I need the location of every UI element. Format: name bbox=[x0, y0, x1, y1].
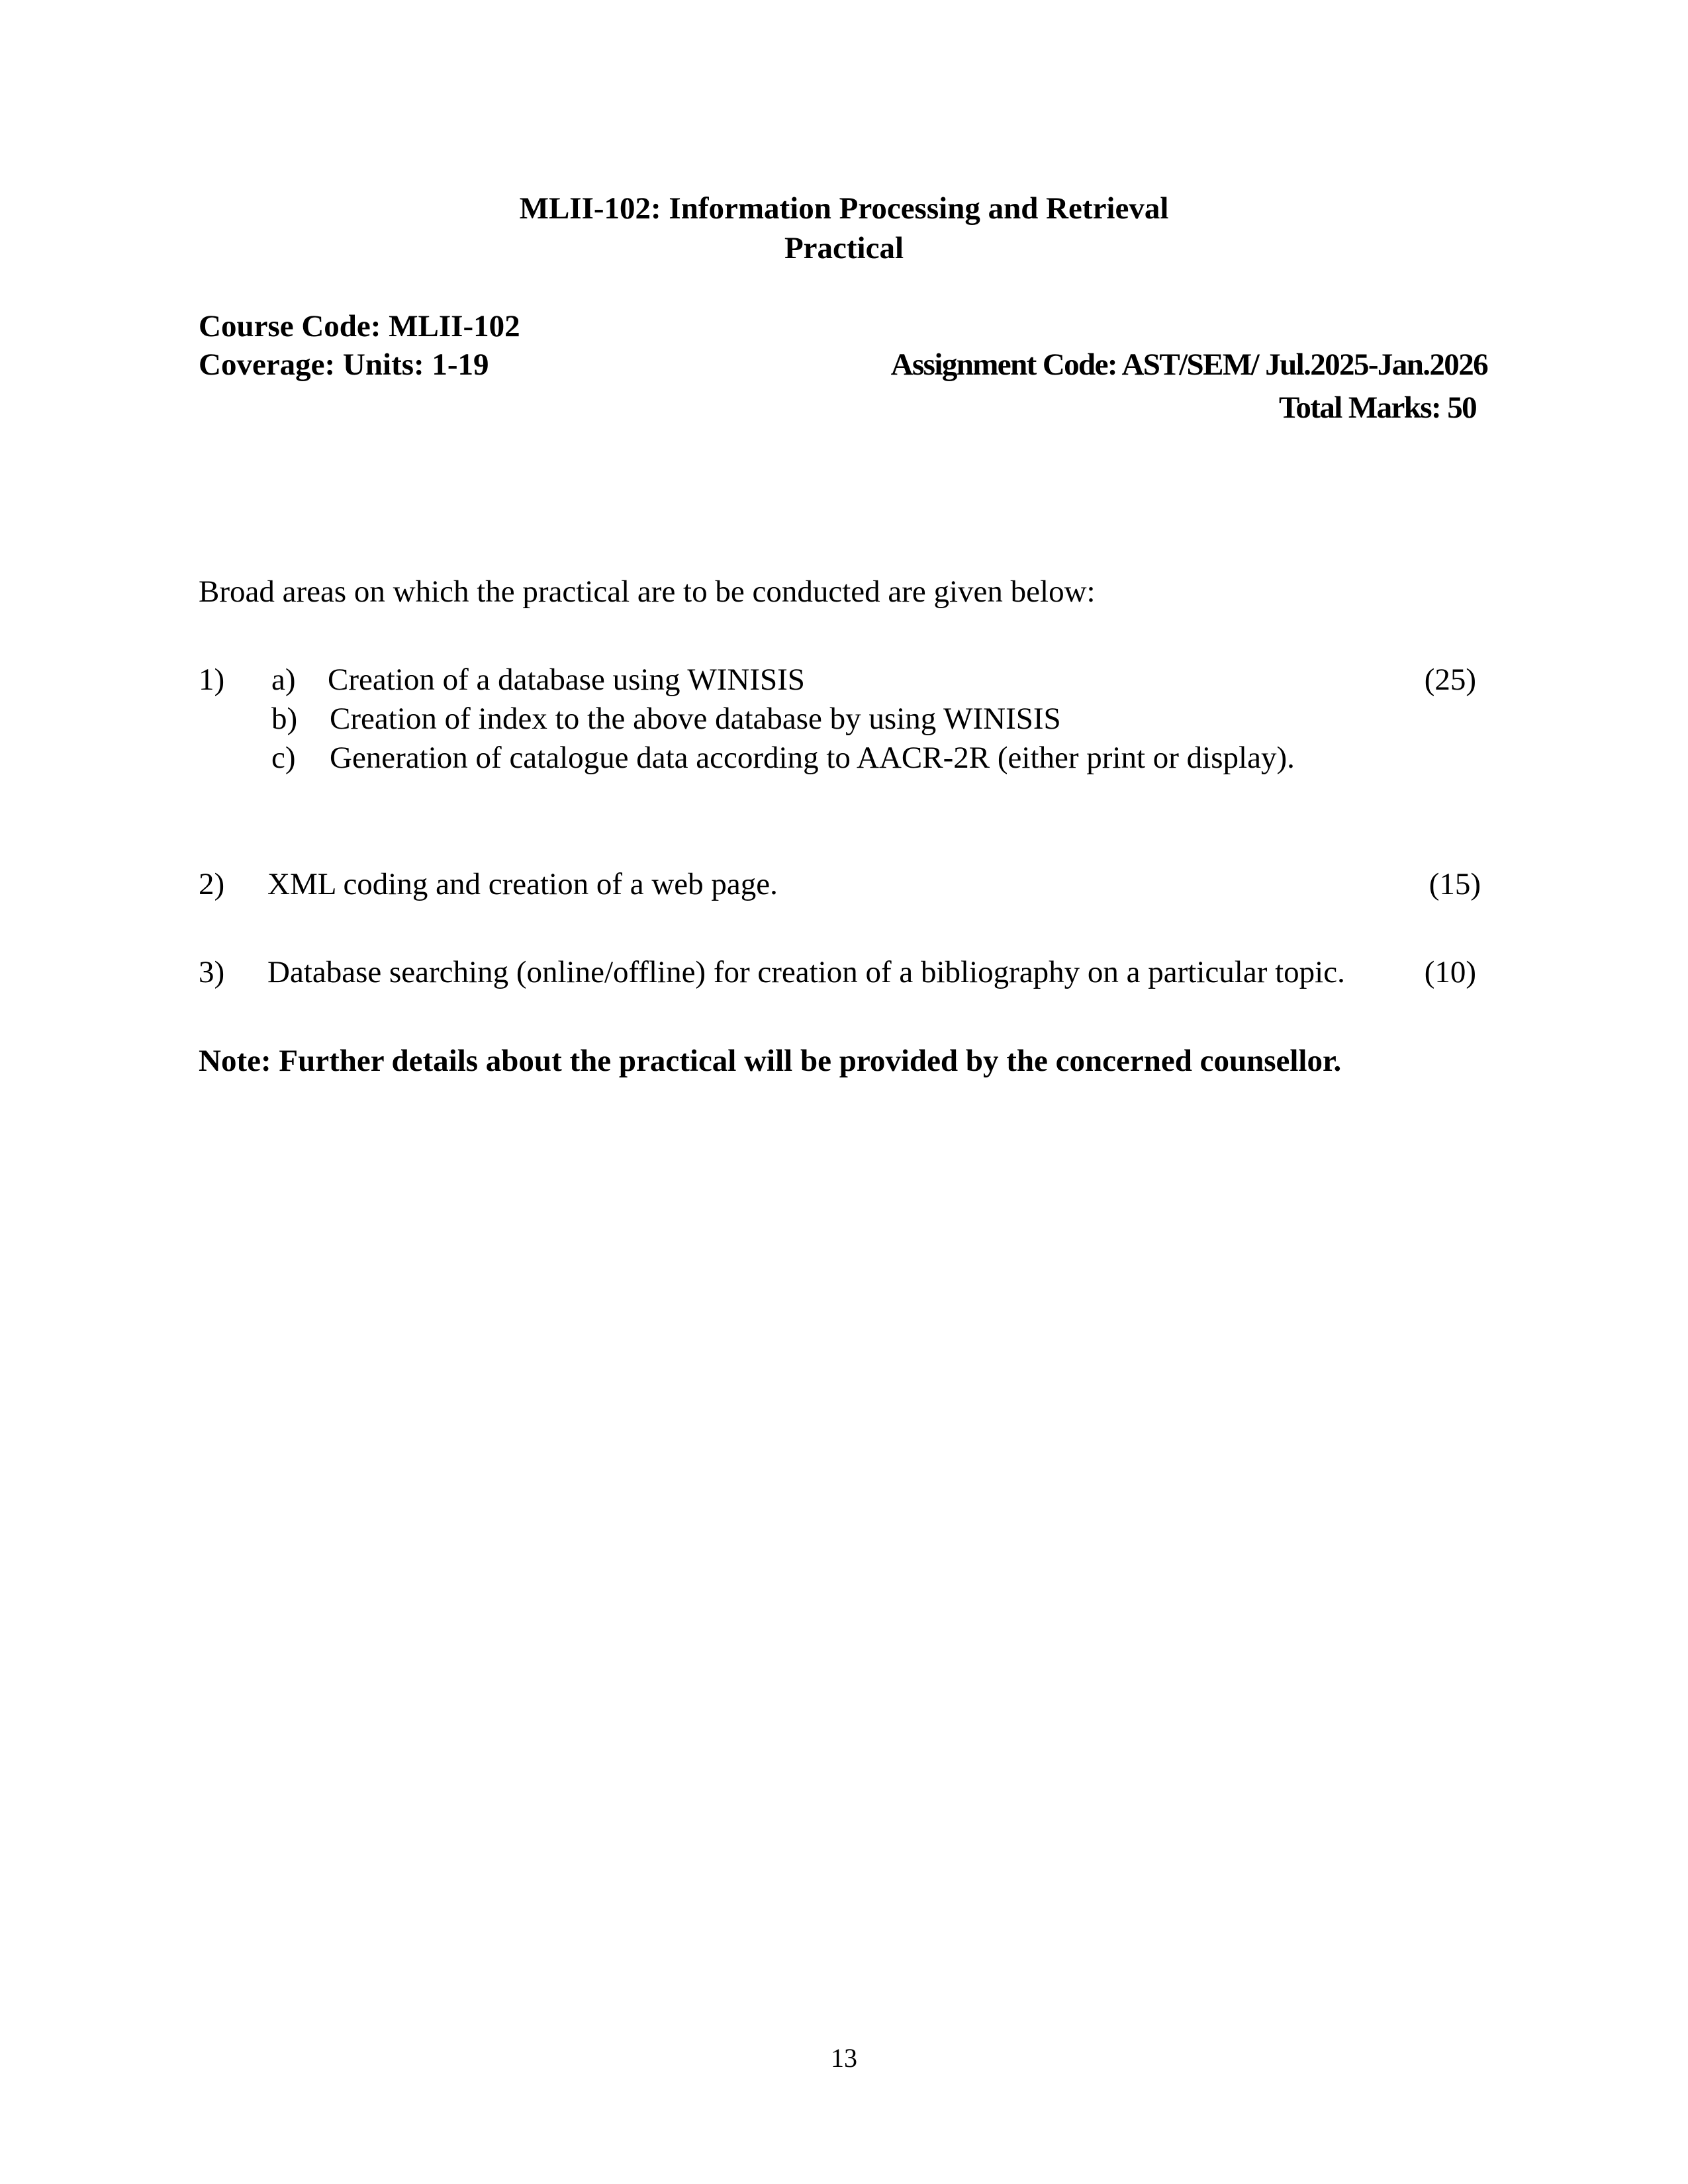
subitem-letter: a) bbox=[271, 662, 296, 697]
item-marks: (25) bbox=[1424, 662, 1476, 697]
document-title: MLII-102: Information Processing and Retrieval bbox=[519, 191, 1169, 226]
subitem-text: Generation of catalogue data according to AACR-2R (either print or display). bbox=[330, 741, 1295, 775]
item-number: 2) bbox=[199, 867, 225, 901]
course-code: Course Code: MLII-102 bbox=[199, 309, 520, 343]
coverage: Coverage: Units: 1-19 bbox=[199, 347, 489, 382]
note-text: Note: Further details about the practical will be provided by the concerned counsellor. bbox=[199, 1044, 1342, 1078]
item-text: XML coding and creation of a web page. bbox=[267, 867, 778, 901]
item-marks: (10) bbox=[1424, 955, 1476, 989]
subitem-letter: b) bbox=[271, 702, 298, 736]
document-subtitle: Practical bbox=[784, 231, 904, 265]
page-number: 13 bbox=[831, 2043, 857, 2073]
subitem-text: Creation of index to the above database by using WINISIS bbox=[330, 702, 1061, 736]
assignment-code: Assignment Code: AST/SEM/ Jul.2025-Jan.2026 bbox=[890, 347, 1487, 382]
total-marks: Total Marks: 50 bbox=[1278, 390, 1476, 425]
item-number: 3) bbox=[199, 955, 225, 989]
item-number: 1) bbox=[199, 662, 225, 697]
subitem-letter: c) bbox=[271, 741, 296, 775]
intro-text: Broad areas on which the practical are to be conducted are given below: bbox=[199, 574, 1096, 609]
subitem-text: Creation of a database using WINISIS bbox=[328, 662, 805, 697]
item-text: Database searching (online/offline) for creation of a bibliography on a particular topic. bbox=[267, 955, 1345, 989]
item-marks: (15) bbox=[1429, 867, 1481, 901]
